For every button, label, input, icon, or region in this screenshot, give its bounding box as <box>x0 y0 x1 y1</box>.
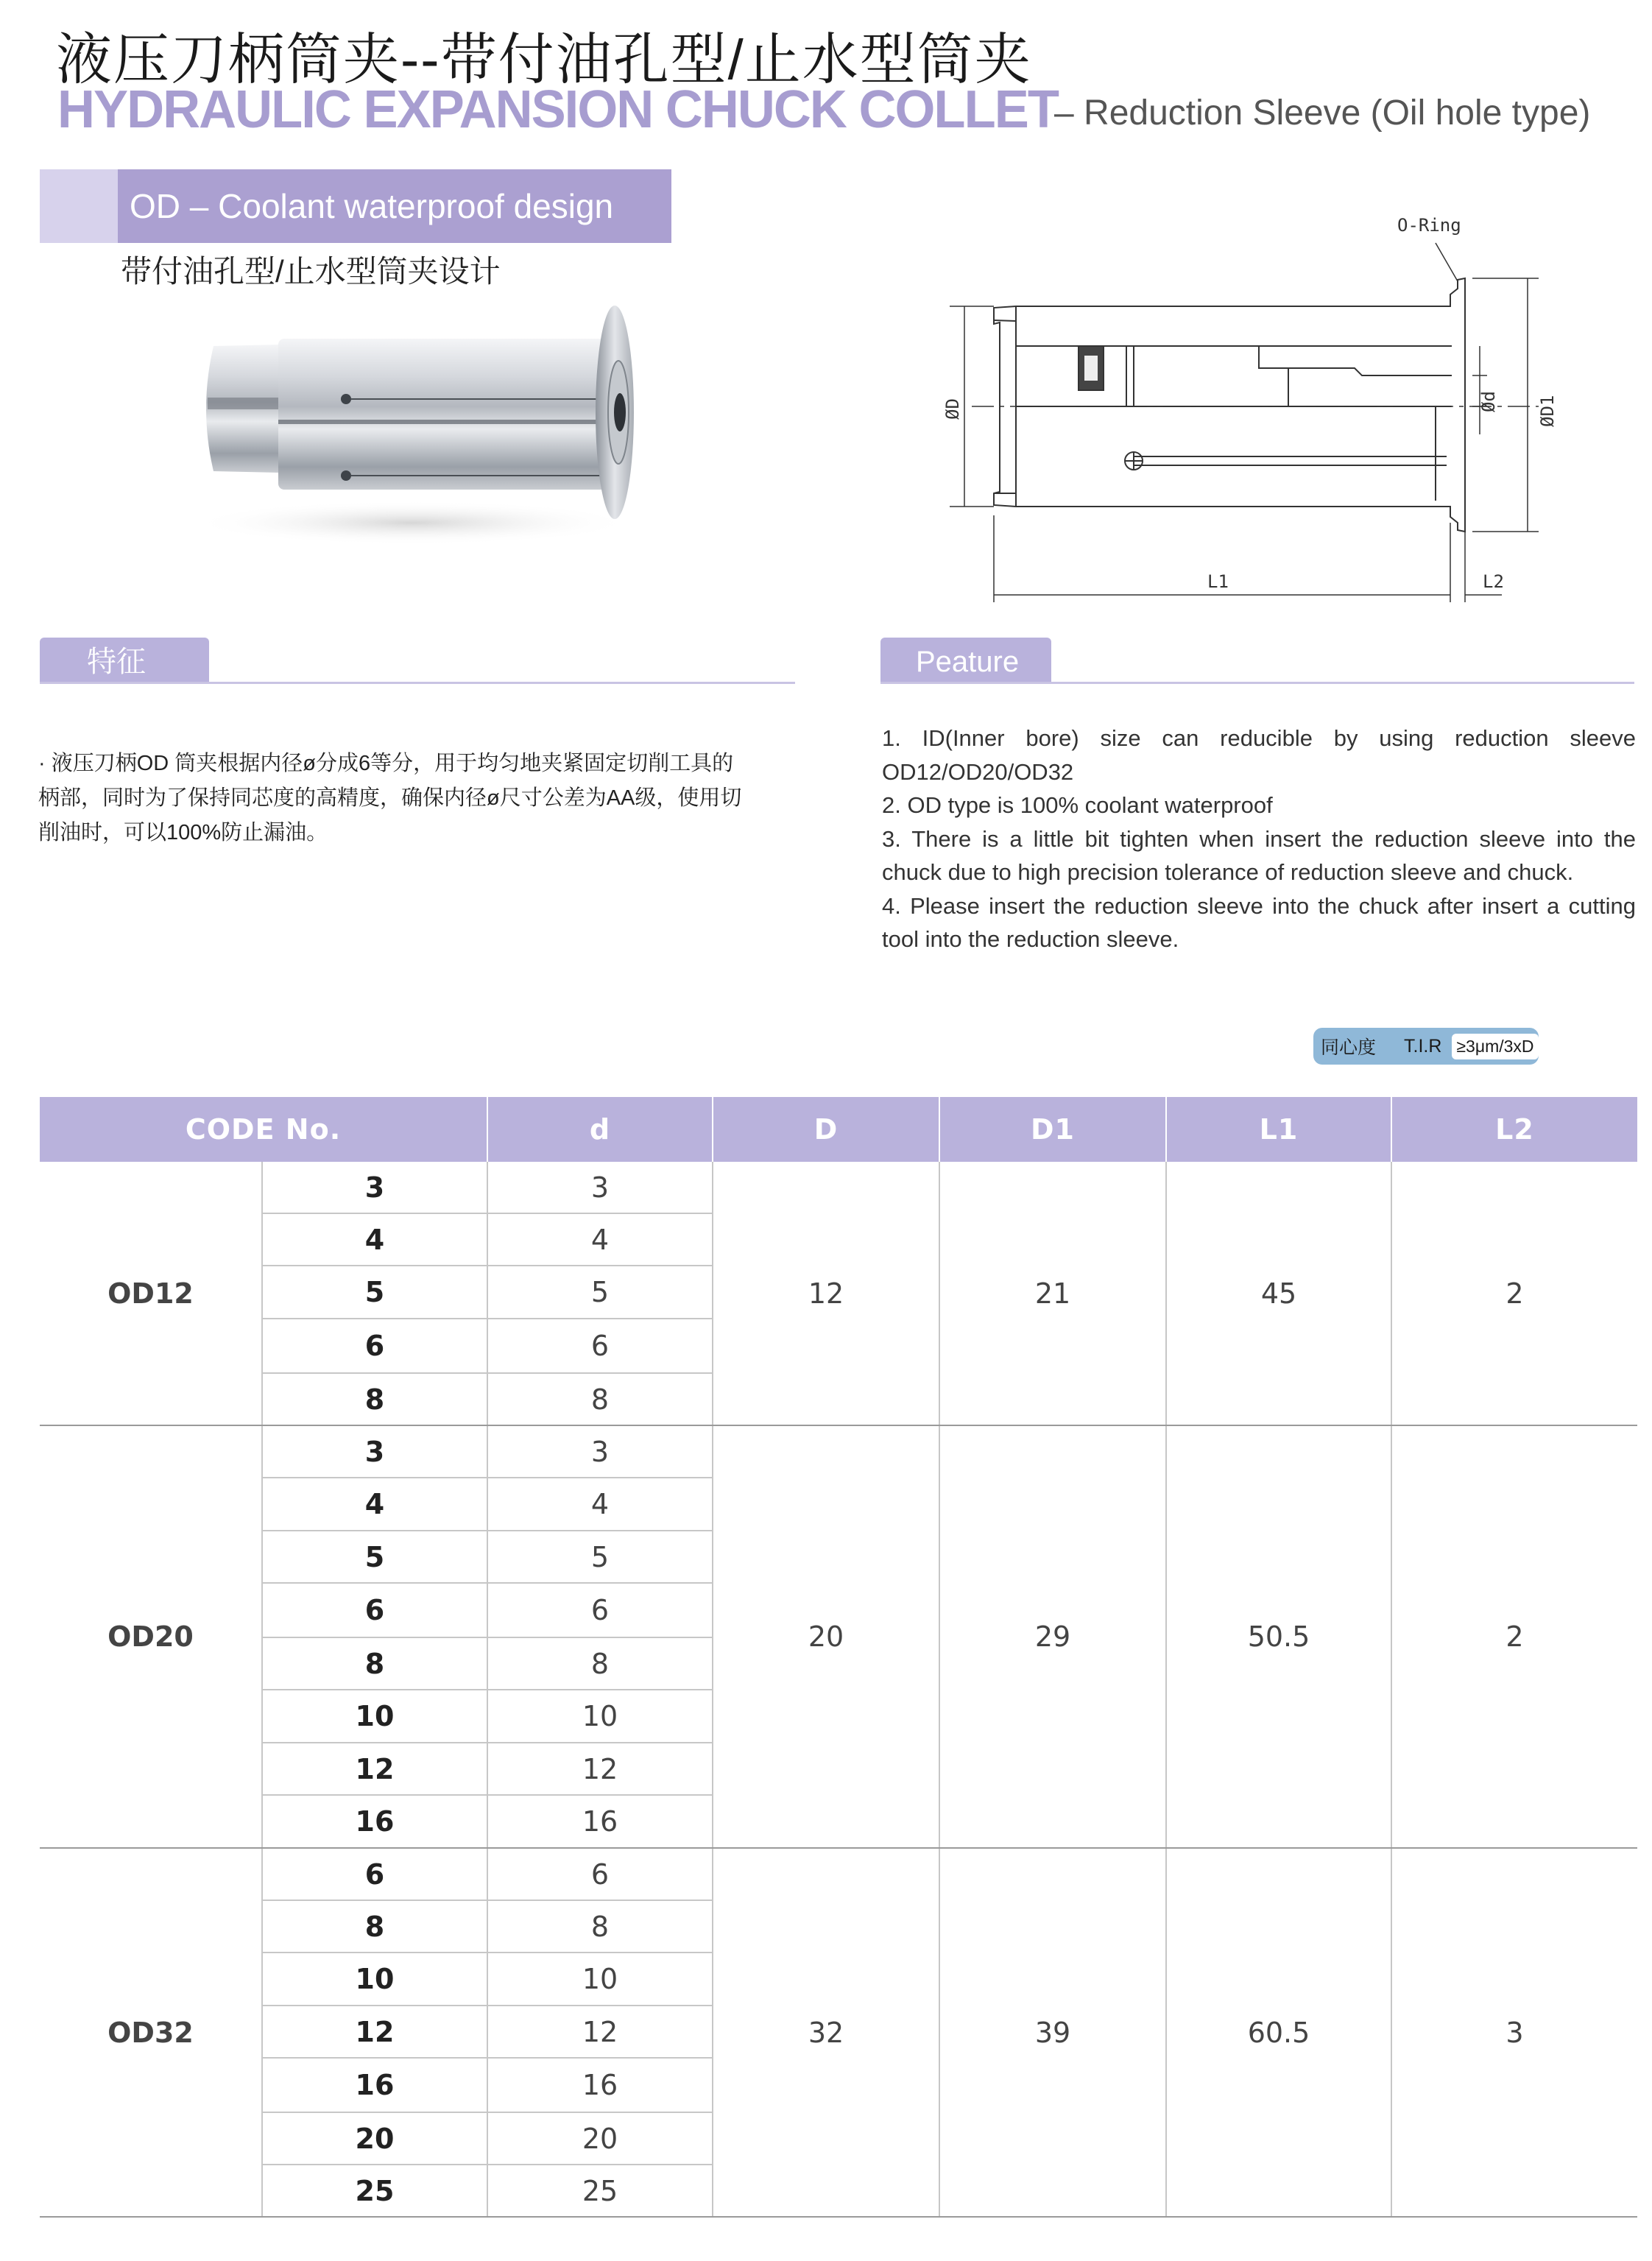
tab-features-en: Peature <box>880 638 1051 683</box>
section-divider <box>40 682 795 684</box>
L2-cell: 3 <box>1391 1848 1637 2217</box>
page-title-en: HYDRAULIC EXPANSION CHUCK COLLET <box>57 80 1058 139</box>
size-cell: 3 <box>262 1425 487 1478</box>
small-d-dim-label: Ød <box>1478 391 1499 412</box>
d-cell: 6 <box>487 1848 713 1900</box>
code-cell: OD12 <box>40 1162 262 1425</box>
banner-accent <box>40 169 118 243</box>
tir-badge-tir: T.I.R <box>1404 1035 1442 1057</box>
size-cell: 12 <box>262 2006 487 2058</box>
od-dim-label: ØD <box>942 398 963 420</box>
d-cell: 20 <box>487 2112 713 2165</box>
D1-cell: 21 <box>939 1162 1166 1425</box>
table-row <box>40 1162 1637 1213</box>
size-cell: 12 <box>262 1743 487 1795</box>
page-subtitle: – Reduction Sleeve (Oil hole type) <box>1054 94 1591 133</box>
size-cell: 16 <box>262 2058 487 2112</box>
D-cell: 20 <box>713 1425 939 1848</box>
d-cell: 16 <box>487 2058 713 2112</box>
L1-cell: 45 <box>1166 1162 1391 1425</box>
d-cell: 3 <box>487 1425 713 1478</box>
L2-cell: 2 <box>1391 1162 1637 1425</box>
size-cell: 6 <box>262 1319 487 1373</box>
size-cell: 5 <box>262 1266 487 1319</box>
d-cell: 6 <box>487 1319 713 1373</box>
D1-cell: 29 <box>939 1425 1166 1848</box>
oring-label: O-Ring <box>1397 215 1461 236</box>
table-row <box>40 1425 1637 1478</box>
d-cell: 6 <box>487 1583 713 1637</box>
D-cell: 32 <box>713 1848 939 2217</box>
d-cell: 3 <box>487 1162 713 1213</box>
header-D: D <box>713 1097 939 1162</box>
code-cell: OD32 <box>40 1848 262 2217</box>
od-banner-subtitle: 带付油孔型/止水型筒夹设计 <box>121 254 501 289</box>
d-cell: 8 <box>487 1900 713 1953</box>
size-cell: 25 <box>262 2165 487 2217</box>
feature-item: 4. Please insert the reduction sleeve into the chuck after insert a cutting tool into the reduction sleeve. <box>882 892 1636 952</box>
size-cell: 6 <box>262 1848 487 1900</box>
d-cell: 10 <box>487 1690 713 1743</box>
page-title-cn: 液压刀柄筒夹--带付油孔型/止水型筒夹 <box>56 29 1032 91</box>
features-en-list <box>882 722 1636 956</box>
od1-dim-label: ØD1 <box>1537 395 1558 427</box>
d-cell: 5 <box>487 1531 713 1583</box>
d-cell: 5 <box>487 1266 713 1319</box>
od-banner: OD – Coolant waterproof design <box>118 169 671 243</box>
d-cell: 16 <box>487 1795 713 1848</box>
D1-cell: 39 <box>939 1848 1166 2217</box>
d-cell: 12 <box>487 1743 713 1795</box>
features-cn-text: · 液压刀柄OD 筒夹根据内径ø分成6等分，用于均匀地夹紧固定切削工具的柄部，同时为了保持同芯度的高精度，确保内径ø尺寸公差为AA级，使用切削油时，可以100%防止漏油。 <box>38 752 742 844</box>
L2-cell: 2 <box>1391 1425 1637 1848</box>
d-cell: 10 <box>487 1953 713 2006</box>
d-cell: 8 <box>487 1637 713 1690</box>
spec-table-body <box>40 1162 1637 2217</box>
size-cell: 4 <box>262 1213 487 1266</box>
D-cell: 12 <box>713 1162 939 1425</box>
feature-item: 3. There is a little bit tighten when insert the reduction sleeve into the chuck due to high precision tolerance of reduction sleeve and chuck. <box>882 825 1636 885</box>
size-cell: 10 <box>262 1953 487 2006</box>
size-cell: 3 <box>262 1162 487 1213</box>
collet-product-photo <box>191 302 648 552</box>
L1-cell: 60.5 <box>1166 1848 1391 2217</box>
header-code-no: CODE No. <box>40 1097 487 1162</box>
size-cell: 6 <box>262 1583 487 1637</box>
tir-badge-label: 同心度 <box>1321 1037 1377 1058</box>
size-cell: 10 <box>262 1690 487 1743</box>
table-header-row <box>40 1097 1637 1162</box>
size-cell: 5 <box>262 1531 487 1583</box>
header-L2: L2 <box>1391 1097 1637 1162</box>
l1-dim-label: L1 <box>1207 571 1229 592</box>
tir-badge-value: ≥3μm/3xD <box>1452 1034 1538 1059</box>
d-cell: 25 <box>487 2165 713 2217</box>
size-cell: 8 <box>262 1373 487 1425</box>
L1-cell: 50.5 <box>1166 1425 1391 1848</box>
section-divider <box>880 682 1634 684</box>
code-cell: OD20 <box>40 1425 262 1848</box>
size-cell: 4 <box>262 1478 487 1531</box>
size-cell: 8 <box>262 1637 487 1690</box>
size-cell: 16 <box>262 1795 487 1848</box>
feature-item: 2. OD type is 100% coolant waterproof <box>882 792 1273 818</box>
d-cell: 4 <box>487 1213 713 1266</box>
d-cell: 8 <box>487 1373 713 1425</box>
tab-features-cn: 特征 <box>40 638 209 683</box>
d-cell: 4 <box>487 1478 713 1531</box>
header-D1: D1 <box>939 1097 1166 1162</box>
table-row <box>40 1848 1637 1900</box>
l2-dim-label: L2 <box>1483 571 1504 592</box>
header-L1: L1 <box>1166 1097 1391 1162</box>
size-cell: 20 <box>262 2112 487 2165</box>
spec-table <box>40 1097 1637 2218</box>
tir-badge <box>1313 1028 1539 1065</box>
collet-technical-drawing <box>891 199 1598 618</box>
d-cell: 12 <box>487 2006 713 2058</box>
feature-item: 1. ID(Inner bore) size can reducible by using reduction sleeve OD12/OD20/OD32 <box>882 725 1636 785</box>
size-cell: 8 <box>262 1900 487 1953</box>
header-d: d <box>487 1097 713 1162</box>
